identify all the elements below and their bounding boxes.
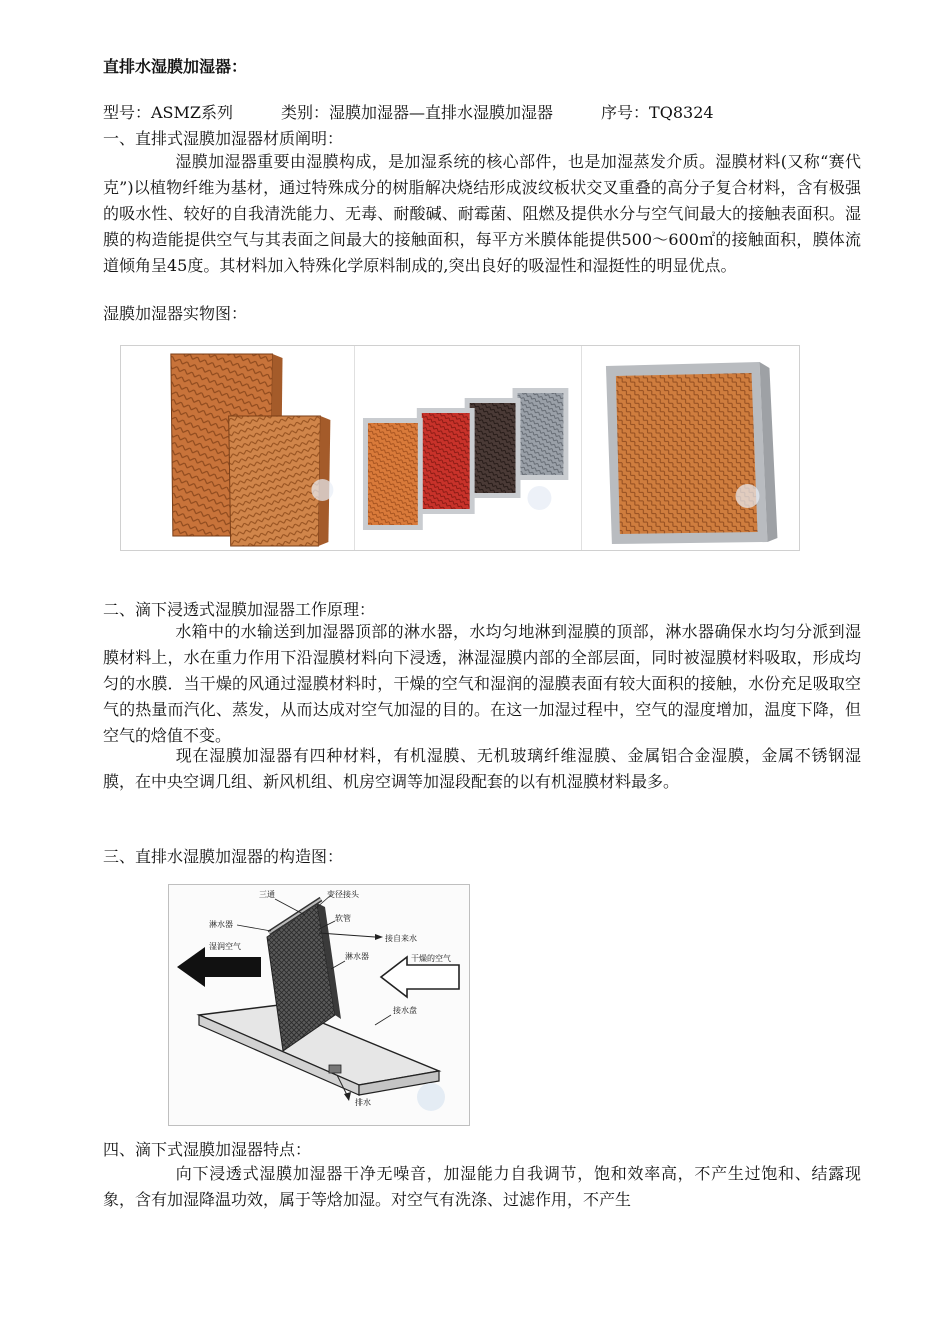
- section4-paragraph-text: 向下浸透式湿膜加湿器干净无噪音，加湿能力自我调节，饱和效率高，不产生过饱和、结露现象，含有加湿降温功效，属于等焓加湿。对空气有洗涤、过滤作用，不产生: [103, 1164, 861, 1209]
- section1-paragraph-text: 湿膜加湿器重要由湿膜构成，是加湿系统的核心部件，也是加湿蒸发介质。湿膜材料(又称“赛代克”)以植物纤维为基材，通过特殊成分的树脂解决烧结形成波纹板状交叉重叠的高分子复合材料，含有极强的吸水性、较好的自我清洗能力、无毒、耐酸碱、耐霉菌、阻燃及提供水分与空气间最大的接触表面积。湿膜的构造能提供空气与其表面之间最大的接触面积，每平方米膜体能提供500～600㎡的接触面积，膜体流道倾角呈45度。其材料加入特殊化学原料制成的,突出良好的吸湿性和湿挺性的明显优点。: [103, 152, 861, 275]
- label-tee: 三通: [259, 890, 275, 899]
- product-meta: [103, 100, 714, 123]
- section4-heading: 四、滴下式湿膜加湿器特点：: [103, 1140, 312, 1159]
- category-field: 类别：湿膜加湿器—直排水湿膜加湿器: [281, 103, 554, 122]
- photo-standing-pads: [121, 346, 355, 550]
- section2-paragraph1: [103, 619, 861, 749]
- model-field: 型号：ASMZ系列: [103, 103, 234, 122]
- section3-heading: 三、直排水湿膜加湿器的构造图：: [103, 847, 344, 866]
- structure-diagram: [168, 884, 470, 1126]
- label-tap-water: 接自来水: [385, 934, 417, 943]
- label-humid-air: 湿润空气: [209, 942, 241, 951]
- label-sprinkler-right: 淋水器: [345, 952, 369, 961]
- label-drain-pan: 接水盘: [393, 1006, 417, 1015]
- section1-paragraph: [103, 149, 861, 279]
- label-reducer: 变径接头: [327, 890, 359, 899]
- label-dry-air: 干燥的空气: [411, 954, 451, 963]
- section1-heading: 一、直排式湿膜加湿器材质阐明：: [103, 129, 344, 148]
- serial-field: 序号：TQ8324: [601, 103, 714, 122]
- label-sprinkler-left: 淋水器: [209, 920, 233, 929]
- document-title: 直排水湿膜加湿器：: [103, 57, 248, 76]
- section2-paragraph2-text: 现在湿膜加湿器有四种材料，有机湿膜、无机玻璃纤维湿膜、金属铝合金湿膜，金属不锈钢湿膜，在中央空调几组、新风机组、机房空调等加湿段配套的以有机湿膜材料最多。: [103, 746, 861, 791]
- section2-paragraph1-text: 水箱中的水输送到加湿器顶部的淋水器，水均匀地淋到湿膜的顶部，淋水器确保水均匀分派到湿膜材料上，水在重力作用下沿湿膜材料向下浸透，淋湿湿膜内部的全部层面，同时被湿膜材料吸取，形成均匀的水膜．当干燥的风通过湿膜材料时，干燥的空气和湿润的湿膜表面有较大面积的接触，水份充足吸取空气的热量而汽化、蒸发，从而达成对空气加湿的目的。在这一加湿过程中，空气的湿度增加，温度下降，但空气的焓值不变。: [103, 622, 861, 745]
- label-hose: 软管: [335, 914, 351, 923]
- section2-heading: 二、滴下浸透式湿膜加湿器工作原理：: [103, 600, 376, 619]
- product-photos: [120, 345, 800, 551]
- section4-paragraph: [103, 1161, 861, 1213]
- section2-paragraph2: [103, 743, 861, 795]
- photo-framed-pads: [355, 346, 581, 550]
- label-drain: 排水: [355, 1098, 371, 1107]
- photo-steel-frame-pad: [582, 346, 799, 550]
- photo-caption: 湿膜加湿器实物图：: [103, 304, 248, 323]
